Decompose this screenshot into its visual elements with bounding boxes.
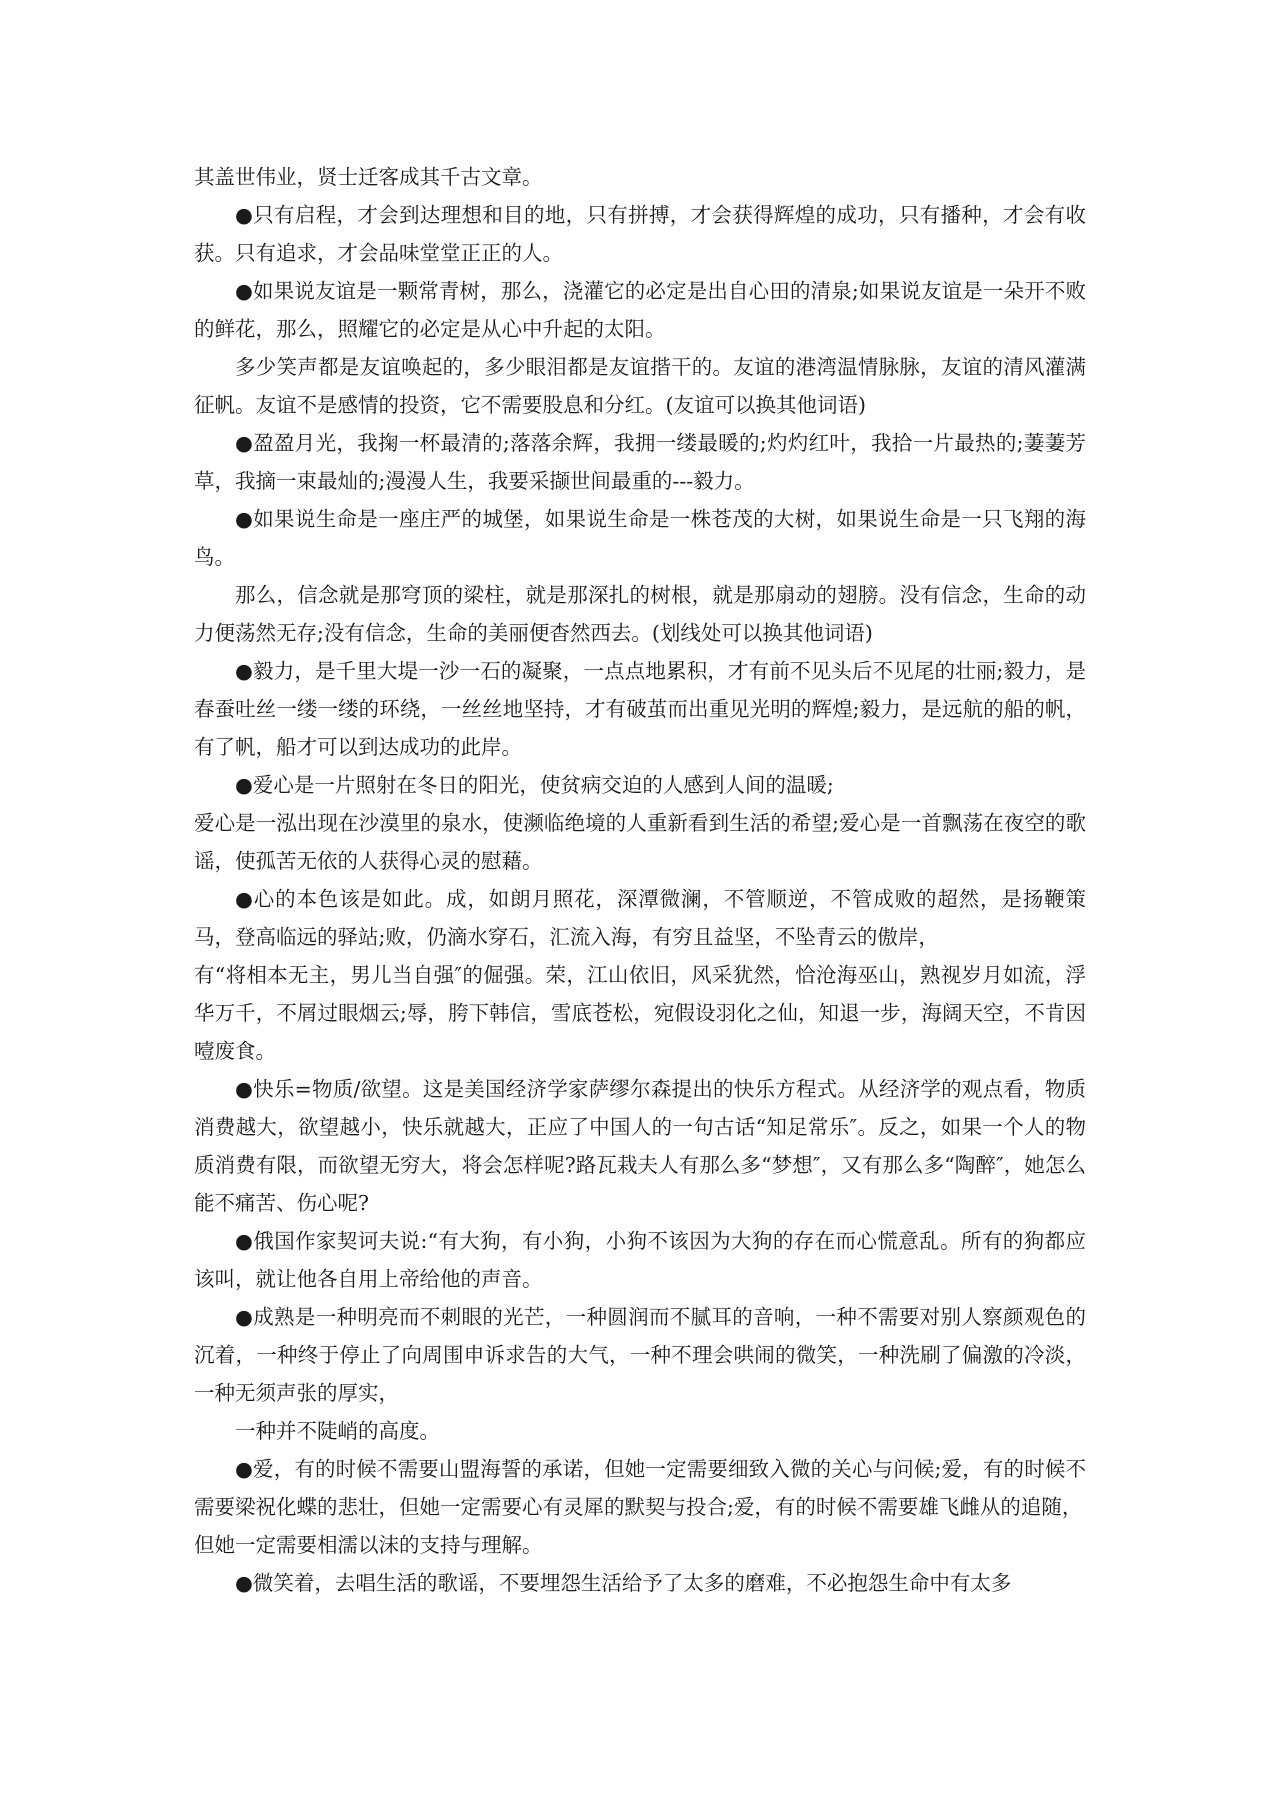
paragraph-18: 但她一定需要相濡以沫的支持与理解。 — [194, 1533, 543, 1557]
paragraph-7: 那么，信念就是那穹顶的梁柱，就是那深扎的树根，就是那扇动的翅膀。没有信念，生命的动力便荡然无存;没有信念，生命的美丽便杳然西去。(划线处可以换其他词语) — [194, 583, 1086, 645]
paragraph-11: ●心的本色该是如此。成，如朗月照花，深潭微澜，不管顺逆，不管成败的超然，是扬鞭策马，登高临远的驿站;败，仍滴水穿石，汇流入海，有穷且益坚，不坠青云的傲岸， — [194, 887, 1086, 949]
paragraph-1: 其盖世伟业，贤士迁客成其千古文章。 — [194, 165, 543, 189]
paragraph-16: 一种并不陡峭的高度。 — [235, 1419, 440, 1443]
paragraph-4: 多少笑声都是友谊唤起的，多少眼泪都是友谊揩干的。友谊的港湾温情脉脉，友谊的清风灌满征帆。友谊不是感情的投资，它不需要股息和分红。(友谊可以换其他词语) — [194, 355, 1086, 417]
paragraph-3: ●如果说友谊是一颗常青树，那么，浇灌它的必定是出自心田的清泉;如果说友谊是一朵开不败的鲜花，那么，照耀它的必定是从心中升起的太阳。 — [194, 279, 1086, 341]
paragraph-12: 有“将相本无主，男儿当自强″的倔强。荣，江山依旧，风采犹然，恰沧海巫山，熟视岁月如流，浮华万千，不屑过眼烟云;辱，胯下韩信，雪底苍松，宛假设羽化之仙，知退一步，海阔天空，不肯因噎废食。 — [194, 963, 1086, 1063]
paragraph-15: ●成熟是一种明亮而不刺眼的光芒，一种圆润而不腻耳的音响，一种不需要对别人察颜观色的沉着，一种终于停止了向周围申诉求告的大气，一种不理会哄闹的微笑，一种洗刷了偏激的冷淡，一种无须声张的厚实， — [194, 1305, 1086, 1405]
paragraph-19: ●微笑着，去唱生活的歌谣，不要埋怨生活给予了太多的磨难，不必抱怨生命中有太多 — [235, 1571, 1012, 1595]
paragraph-2: ●只有启程，才会到达理想和目的地，只有拼搏，才会获得辉煌的成功，只有播种，才会有收获。只有追求，才会品味堂堂正正的人。 — [194, 203, 1086, 265]
paragraph-14: ●俄国作家契诃夫说:“有大狗，有小狗，小狗不该因为大狗的存在而心慌意乱。所有的狗都应该叫，就让他各自用上帝给他的声音。 — [194, 1229, 1086, 1291]
paragraph-10: 爱心是一泓出现在沙漠里的泉水，使濒临绝境的人重新看到生活的希望;爱心是一首飘荡在夜空的歌谣，使孤苦无依的人获得心灵的慰藉。 — [194, 811, 1086, 873]
paragraph-17: ●爱，有的时候不需要山盟海誓的承诺，但她一定需要细致入微的关心与问候;爱，有的时候不需要梁祝化蝶的悲壮，但她一定需要心有灵犀的默契与投合;爱，有的时候不需要雄飞雌从的追随， — [194, 1457, 1086, 1519]
paragraph-13: ●快乐=物质/欲望。这是美国经济学家萨缪尔森提出的快乐方程式。从经济学的观点看，物质消费越大，欲望越小，快乐就越大，正应了中国人的一句古话“知足常乐″。反之，如果一个人的物质消费有限，而欲望无穷大，将会怎样呢?路瓦栽夫人有那么多“梦想″，又有那么多“陶醉″，她怎么能不痛苦、伤心呢? — [194, 1077, 1086, 1215]
paragraph-8: ●毅力，是千里大堤一沙一石的凝聚，一点点地累积，才有前不见头后不见尾的壮丽;毅力，是春蚕吐丝一缕一缕的环绕，一丝丝地坚持，才有破茧而出重见光明的辉煌;毅力，是远航的船的帆，有了帆，船才可以到达成功的此岸。 — [194, 659, 1086, 759]
paragraph-5: ●盈盈月光，我掬一杯最清的;落落余辉，我拥一缕最暖的;灼灼红叶，我拾一片最热的;萋萋芳草，我摘一束最灿的;漫漫人生，我要采撷世间最重的---毅力。 — [194, 431, 1086, 493]
document-body — [194, 158, 1086, 1602]
paragraph-9: ●爱心是一片照射在冬日的阳光，使贫病交迫的人感到人间的温暖; — [235, 773, 834, 797]
paragraph-6: ●如果说生命是一座庄严的城堡，如果说生命是一株苍茂的大树，如果说生命是一只飞翔的海鸟。 — [194, 507, 1086, 569]
